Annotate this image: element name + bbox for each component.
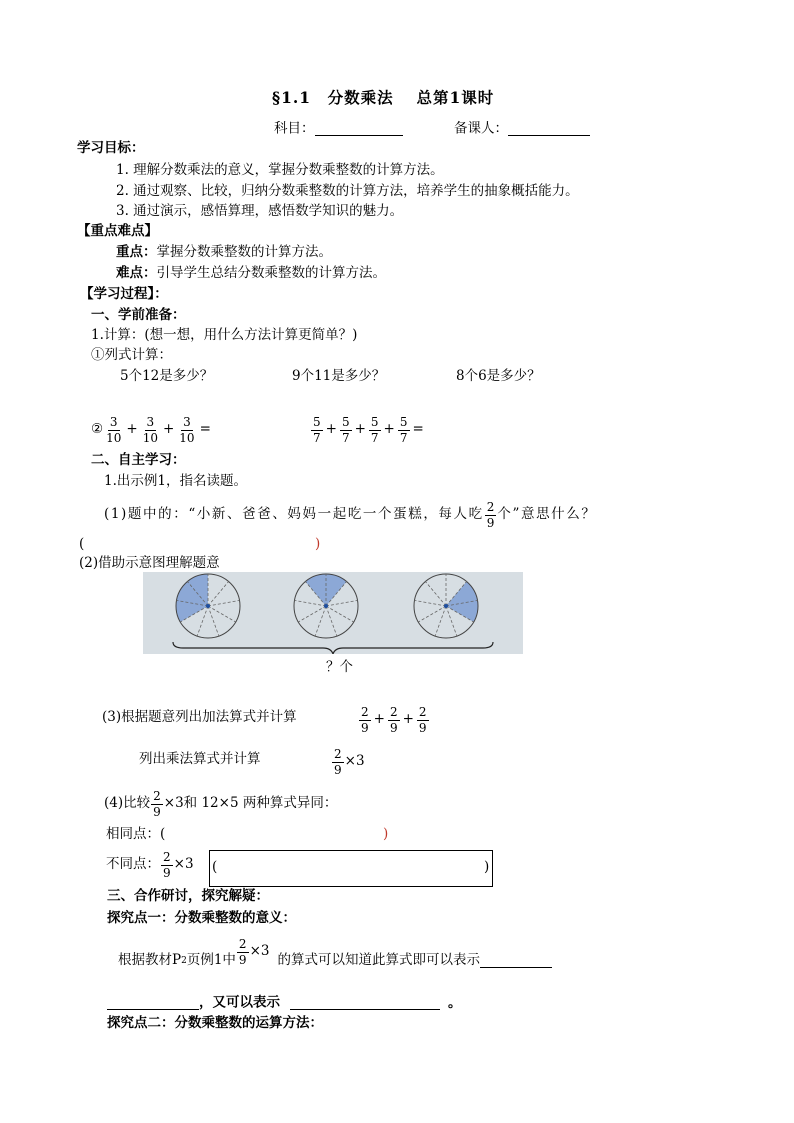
cake-circle-3 [414,574,478,638]
section2-q1: 1.出示例1，指名读题。 [104,473,247,489]
calc-item: 8个6是多少？ [456,368,541,384]
section2-q1-3b: 列出乘法算式并计算 [139,751,261,767]
subject-label: 科目： [274,120,315,137]
fraction: $\frac{2}{9}$ [334,746,342,777]
preparer-label: 备课人： [454,120,508,137]
section2-heading: 二、自主学习： [91,452,186,468]
question-text: (1)题中的：“小新、爸爸、妈妈一起吃一个蛋糕，每人吃 [104,506,484,523]
goal-item: 3. 通过演示，感悟算理，感悟数学知识的魅力。 [116,203,404,219]
fraction: $\frac{2}{9}$ [389,704,398,735]
diff-answer-box[interactable] [209,850,493,887]
goal-item: 1. 理解分数乘法的意义，掌握分数乘整数的计算方法。 [116,162,444,178]
fraction: $\frac{5}{7}$ [313,414,321,445]
plus-sign: + [354,421,366,438]
difficult-text: 引导学生总结分数乘整数的计算方法。 [156,265,386,281]
point2-heading: 探究点二：分数乘整数的运算方法： [107,1015,323,1031]
point1-text: 的算式可以知道此算式即可以表示 [277,952,480,969]
preparer-blank[interactable] [508,122,590,136]
times-three: ×3 [249,943,270,960]
subject-field [274,122,403,136]
fraction: $\frac{3}{10}$ [179,414,195,445]
multiplication-expression [331,742,365,782]
page-title: §1.1 分数乘法 总第1课时 [272,88,495,107]
fraction: $\frac{2}{9}$ [238,936,247,967]
key-text: 掌握分数乘整数的计算方法。 [156,244,332,260]
plus-sign: + [162,421,175,438]
times-three: ×3 [163,795,184,812]
compare-text: (4)比较 [104,795,151,812]
preparer-field [454,122,590,136]
point1-heading: 探究点一：分数乘整数的意义： [107,910,296,926]
times-sign: × [173,856,185,873]
cake-diagram [143,572,523,654]
answer-blank[interactable] [480,954,552,968]
section2-q1-1 [104,497,596,533]
fraction: $\frac{3}{10}$ [142,414,158,445]
fraction-sum-2 [310,410,426,450]
fraction: $\frac{2}{9}$ [418,704,427,735]
equals-sign: = [412,421,424,438]
plus-sign: + [383,421,395,438]
diff-row [106,845,194,885]
paren-close: ) [484,859,490,875]
fraction: $\frac{2}{9}$ [163,849,171,880]
point1-line2 [107,996,462,1010]
fraction: $\frac{2}{9}$ [153,788,161,819]
goals-heading: 学习目标： [77,140,145,156]
process-heading: 【学习过程】： [80,286,168,302]
paren-open: ( [212,859,218,875]
paren-open: ( [79,536,85,552]
answer-blank[interactable] [107,996,199,1010]
inline-expression [236,938,270,966]
section2-q1-4 [104,784,337,824]
plus-sign: + [402,711,414,728]
three: 3 [184,856,194,873]
brace-icon [173,642,493,654]
calc-item: 5个12是多少？ [120,368,214,384]
keypoints-heading: 【重点难点】 [77,223,158,239]
times-three: ×3 [344,753,365,770]
fraction: $\frac{2}{9}$ [486,499,495,530]
page-subscript: 2 [181,955,187,966]
same-paren-close: ) [383,826,389,842]
answer-blank[interactable] [290,996,440,1010]
calc-item: 9个11是多少？ [292,368,386,384]
fraction: $\frac{5}{7}$ [399,414,408,445]
addition-expression [358,700,430,740]
equals-sign: = [199,421,211,438]
difficult-label: 难点： [116,265,157,281]
point1-text: 根据教材P [118,952,182,969]
key-point [116,246,332,260]
circled-two: ② [91,421,104,438]
goal-item: 2. 通过观察、比较，归纳分数乘整数的计算方法，培养学生的抽象概括能力。 [116,183,579,199]
plus-sign: + [325,421,337,438]
cake-circle-1 [176,574,240,638]
section2-q1-2: (2)借助示意图理解题意 [79,555,220,571]
fraction: $\frac{5}{7}$ [341,414,350,445]
point1-line1 [118,937,552,985]
section1-q1a-label: ①列式计算： [91,347,172,363]
compare-text: 和 12×5 两种算式异同： [183,795,338,812]
section3-heading: 三、合作研讨，探究解疑： [107,888,269,904]
section1-q1: 1.计算：(想一想，用什么方法计算更简单？) [91,327,358,343]
subject-blank[interactable] [315,122,403,136]
period: 。 [448,994,462,1011]
fraction: $\frac{3}{10}$ [106,414,122,445]
fraction-sum-1 [91,410,213,450]
diff-label: 不同点： [106,856,160,873]
section1-heading: 一、学前准备： [91,307,186,323]
point1-text: 页例1中 [186,952,236,969]
section2-q1-3: (3)根据题意列出加法算式并计算 [102,709,297,725]
cake-diagram-svg [143,572,523,654]
plus-sign: + [126,421,138,438]
fraction: $\frac{5}{7}$ [370,414,379,445]
fraction: $\frac{2}{9}$ [361,704,369,735]
difficult-point [116,267,386,281]
key-label: 重点： [116,244,157,260]
question-text: 个”意思什么？ [497,506,597,523]
diagram-caption: ？个 [326,659,353,675]
cake-circle-2 [294,574,358,638]
paren-close: ) [315,536,321,552]
plus-sign: + [373,711,385,728]
same-label: 相同点：( [106,826,166,842]
point1-text: ，又可以表示 [199,994,280,1011]
